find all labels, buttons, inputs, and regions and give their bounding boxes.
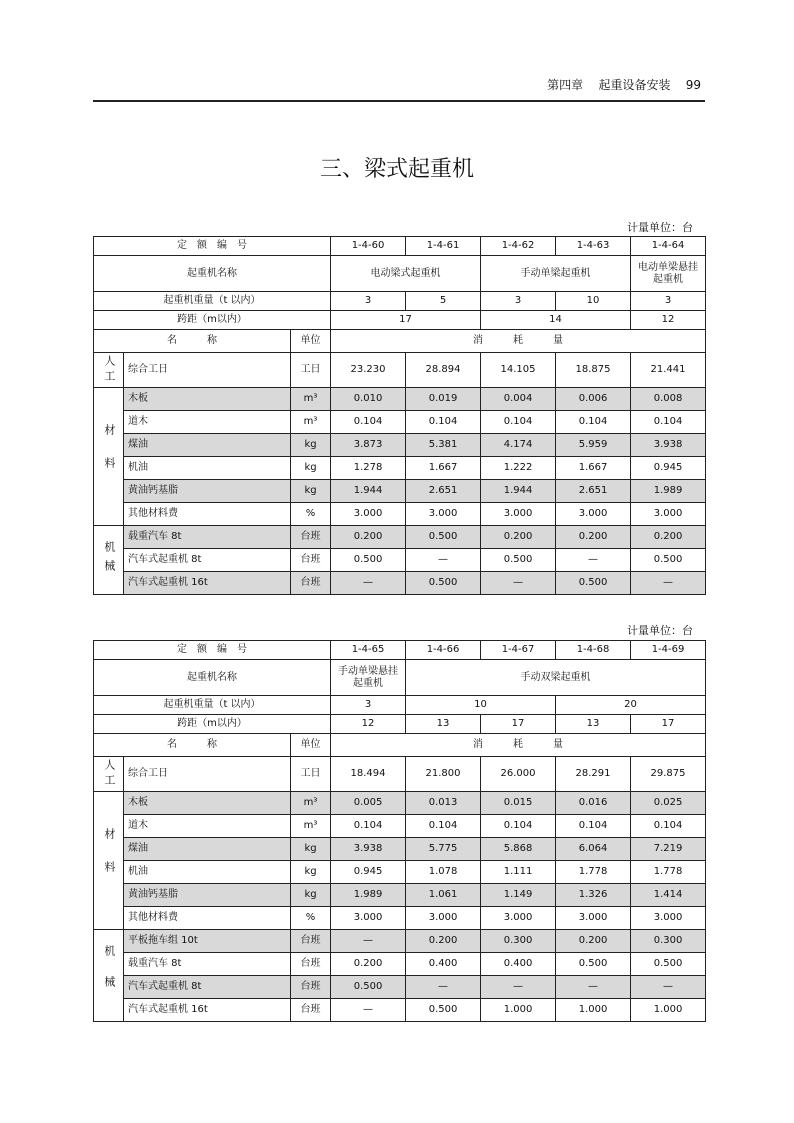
value-cell: 1.111 xyxy=(481,861,556,884)
item-name-header: 名 称 xyxy=(94,734,291,757)
item-unit: kg xyxy=(291,480,331,503)
code-cell: 1-4-68 xyxy=(556,641,631,660)
value-cell: 1.061 xyxy=(406,884,481,907)
span-cell: 17 xyxy=(481,715,556,734)
value-cell: 0.500 xyxy=(406,999,481,1022)
value-cell: 6.064 xyxy=(556,838,631,861)
item-unit: kg xyxy=(291,861,331,884)
category-labor: 人工 xyxy=(94,353,124,388)
value-cell: 1.222 xyxy=(481,457,556,480)
code-cell: 1-4-67 xyxy=(481,641,556,660)
value-cell: 4.174 xyxy=(481,434,556,457)
value-cell: 0.104 xyxy=(481,411,556,434)
item-unit: m³ xyxy=(291,792,331,815)
value-cell: 0.200 xyxy=(481,526,556,549)
value-cell: — xyxy=(556,976,631,999)
span-label: 跨距（m以内） xyxy=(94,715,331,734)
value-cell: 1.000 xyxy=(556,999,631,1022)
code-cell: 1-4-62 xyxy=(481,237,556,256)
value-cell: 3.000 xyxy=(556,503,631,526)
weight-cell: 5 xyxy=(406,292,481,311)
value-cell: 14.105 xyxy=(481,353,556,388)
value-cell: 0.500 xyxy=(331,976,406,999)
item-name: 木板 xyxy=(124,388,291,411)
value-cell: 3.000 xyxy=(631,907,706,930)
value-cell: 1.778 xyxy=(631,861,706,884)
category-machinery: 机械 xyxy=(94,526,124,595)
value-cell: 0.016 xyxy=(556,792,631,815)
value-cell: — xyxy=(331,999,406,1022)
value-cell: — xyxy=(406,976,481,999)
value-cell: 0.104 xyxy=(631,815,706,838)
value-cell: 0.006 xyxy=(556,388,631,411)
weight-cell: 3 xyxy=(631,292,706,311)
item-name: 道木 xyxy=(124,411,291,434)
value-cell: 3.938 xyxy=(331,838,406,861)
weight-cell: 10 xyxy=(406,696,556,715)
consumption-header: 消 耗 量 xyxy=(331,330,706,353)
crane-name-label: 起重机名称 xyxy=(94,660,331,696)
value-cell: 0.200 xyxy=(406,930,481,953)
item-name: 机油 xyxy=(124,457,291,480)
item-unit: kg xyxy=(291,457,331,480)
item-name: 平板拖车组 10t xyxy=(124,930,291,953)
crane-name-cell: 手动单梁起重机 xyxy=(481,256,631,292)
value-cell: 1.989 xyxy=(331,884,406,907)
value-cell: 0.300 xyxy=(481,930,556,953)
value-cell: 3.000 xyxy=(331,503,406,526)
value-cell: 0.025 xyxy=(631,792,706,815)
item-unit: kg xyxy=(291,838,331,861)
category-machinery: 机械 xyxy=(94,930,124,1022)
item-name: 载重汽车 8t xyxy=(124,953,291,976)
item-unit: % xyxy=(291,907,331,930)
value-cell: 0.013 xyxy=(406,792,481,815)
value-cell: 0.400 xyxy=(406,953,481,976)
crane-name-cell: 手动单梁悬挂起重机 xyxy=(331,660,406,696)
item-unit: 台班 xyxy=(291,930,331,953)
crane-name-cell: 手动双梁起重机 xyxy=(406,660,706,696)
value-cell: 5.775 xyxy=(406,838,481,861)
value-cell: 5.959 xyxy=(556,434,631,457)
item-unit: m³ xyxy=(291,388,331,411)
code-cell: 1-4-61 xyxy=(406,237,481,256)
span-label: 跨距（m以内） xyxy=(94,311,331,330)
value-cell: 0.500 xyxy=(556,572,631,595)
weight-label: 起重机重量（t 以内） xyxy=(94,292,331,311)
value-cell: 0.104 xyxy=(331,815,406,838)
quota-table-2 xyxy=(93,640,706,1022)
value-cell: 1.778 xyxy=(556,861,631,884)
value-cell: 3.000 xyxy=(631,503,706,526)
value-cell: 3.000 xyxy=(481,907,556,930)
value-cell: 23.230 xyxy=(331,353,406,388)
item-name: 煤油 xyxy=(124,434,291,457)
value-cell: 0.500 xyxy=(331,549,406,572)
value-cell: 0.008 xyxy=(631,388,706,411)
value-cell: 0.104 xyxy=(481,815,556,838)
weight-cell: 3 xyxy=(331,696,406,715)
value-cell: 0.104 xyxy=(406,411,481,434)
crane-name-cell: 电动单梁悬挂起重机 xyxy=(631,256,706,292)
item-name: 综合工日 xyxy=(124,353,291,388)
value-cell: 1.078 xyxy=(406,861,481,884)
value-cell: 3.000 xyxy=(406,503,481,526)
span-cell: 14 xyxy=(481,311,631,330)
code-label: 定 额 编 号 xyxy=(94,237,331,256)
item-unit: 台班 xyxy=(291,526,331,549)
value-cell: 26.000 xyxy=(481,757,556,792)
consumption-header: 消 耗 量 xyxy=(331,734,706,757)
category-labor: 人工 xyxy=(94,757,124,792)
quota-table-1 xyxy=(93,236,706,595)
value-cell: 5.868 xyxy=(481,838,556,861)
value-cell: 18.875 xyxy=(556,353,631,388)
value-cell: 0.945 xyxy=(331,861,406,884)
value-cell: 18.494 xyxy=(331,757,406,792)
value-cell: 0.500 xyxy=(556,953,631,976)
value-cell: 2.651 xyxy=(556,480,631,503)
code-cell: 1-4-66 xyxy=(406,641,481,660)
code-cell: 1-4-64 xyxy=(631,237,706,256)
unit-header: 单位 xyxy=(291,330,331,353)
materials-group-2 xyxy=(94,792,706,930)
span-cell: 17 xyxy=(331,311,481,330)
value-cell: 0.104 xyxy=(556,411,631,434)
item-name: 综合工日 xyxy=(124,757,291,792)
span-cell: 13 xyxy=(556,715,631,734)
item-name: 载重汽车 8t xyxy=(124,526,291,549)
value-cell: 28.291 xyxy=(556,757,631,792)
header-text: 第四章 起重设备安装 99 xyxy=(547,78,701,92)
value-cell: 0.945 xyxy=(631,457,706,480)
item-name: 汽车式起重机 8t xyxy=(124,549,291,572)
item-unit: m³ xyxy=(291,815,331,838)
item-name: 机油 xyxy=(124,861,291,884)
value-cell: — xyxy=(331,930,406,953)
span-cell: 12 xyxy=(631,311,706,330)
item-unit: 台班 xyxy=(291,572,331,595)
value-cell: 21.800 xyxy=(406,757,481,792)
category-material: 材料 xyxy=(94,792,124,930)
value-cell: 0.500 xyxy=(406,526,481,549)
code-cell: 1-4-60 xyxy=(331,237,406,256)
value-cell: 28.894 xyxy=(406,353,481,388)
value-cell: 0.104 xyxy=(331,411,406,434)
item-name: 汽车式起重机 16t xyxy=(124,999,291,1022)
value-cell: 3.938 xyxy=(631,434,706,457)
value-cell: 1.414 xyxy=(631,884,706,907)
item-name: 其他材料费 xyxy=(124,907,291,930)
item-name-header: 名 称 xyxy=(94,330,291,353)
value-cell: — xyxy=(631,572,706,595)
value-cell: 3.000 xyxy=(406,907,481,930)
value-cell: 5.381 xyxy=(406,434,481,457)
item-unit: 工日 xyxy=(291,757,331,792)
value-cell: 1.326 xyxy=(556,884,631,907)
value-cell: 1.944 xyxy=(481,480,556,503)
span-cell: 13 xyxy=(406,715,481,734)
machinery-group-1 xyxy=(94,526,706,595)
value-cell: 0.104 xyxy=(631,411,706,434)
item-unit: kg xyxy=(291,884,331,907)
value-cell: 1.278 xyxy=(331,457,406,480)
value-cell: 1.989 xyxy=(631,480,706,503)
value-cell: — xyxy=(406,549,481,572)
crane-name-label: 起重机名称 xyxy=(94,256,331,292)
value-cell: 0.200 xyxy=(331,953,406,976)
item-name: 道木 xyxy=(124,815,291,838)
machinery-group-2 xyxy=(94,930,706,1022)
value-cell: — xyxy=(481,976,556,999)
value-cell: 3.000 xyxy=(481,503,556,526)
value-cell: 2.651 xyxy=(406,480,481,503)
item-unit: 台班 xyxy=(291,549,331,572)
value-cell: 0.005 xyxy=(331,792,406,815)
item-unit: kg xyxy=(291,434,331,457)
span-cell: 17 xyxy=(631,715,706,734)
value-cell: 0.104 xyxy=(406,815,481,838)
value-cell: — xyxy=(556,549,631,572)
value-cell: 21.441 xyxy=(631,353,706,388)
item-name: 黄油钙基脂 xyxy=(124,884,291,907)
item-unit: 台班 xyxy=(291,976,331,999)
value-cell: 0.200 xyxy=(556,930,631,953)
item-name: 木板 xyxy=(124,792,291,815)
value-cell: 0.104 xyxy=(556,815,631,838)
item-unit: 台班 xyxy=(291,953,331,976)
span-cell: 12 xyxy=(331,715,406,734)
value-cell: 0.300 xyxy=(631,930,706,953)
value-cell: 0.400 xyxy=(481,953,556,976)
value-cell: — xyxy=(331,572,406,595)
value-cell: 0.010 xyxy=(331,388,406,411)
value-cell: 3.000 xyxy=(556,907,631,930)
value-cell: 0.500 xyxy=(631,549,706,572)
weight-label: 起重机重量（t 以内） xyxy=(94,696,331,715)
page-title: 三、梁式起重机 xyxy=(319,157,474,182)
weight-cell: 3 xyxy=(331,292,406,311)
category-material: 材料 xyxy=(94,388,124,526)
value-cell: 7.219 xyxy=(631,838,706,861)
item-unit: % xyxy=(291,503,331,526)
unit-header: 单位 xyxy=(291,734,331,757)
value-cell: — xyxy=(631,976,706,999)
value-cell: 1.667 xyxy=(406,457,481,480)
value-cell: 3.873 xyxy=(331,434,406,457)
code-cell: 1-4-63 xyxy=(556,237,631,256)
value-cell: 0.200 xyxy=(331,526,406,549)
value-cell: 0.500 xyxy=(481,549,556,572)
value-cell: 1.667 xyxy=(556,457,631,480)
value-cell: 0.004 xyxy=(481,388,556,411)
item-name: 黄油钙基脂 xyxy=(124,480,291,503)
value-cell: 1.000 xyxy=(631,999,706,1022)
value-cell: 0.015 xyxy=(481,792,556,815)
item-unit: 台班 xyxy=(291,999,331,1022)
unit-label-1: 计量单位：台 xyxy=(627,221,693,234)
item-name: 汽车式起重机 8t xyxy=(124,976,291,999)
item-name: 其他材料费 xyxy=(124,503,291,526)
weight-cell: 20 xyxy=(556,696,706,715)
value-cell: — xyxy=(481,572,556,595)
item-unit: m³ xyxy=(291,411,331,434)
code-cell: 1-4-65 xyxy=(331,641,406,660)
weight-cell: 10 xyxy=(556,292,631,311)
value-cell: 0.200 xyxy=(631,526,706,549)
code-cell: 1-4-69 xyxy=(631,641,706,660)
item-unit: 工日 xyxy=(291,353,331,388)
value-cell: 0.200 xyxy=(556,526,631,549)
value-cell: 1.149 xyxy=(481,884,556,907)
materials-group-1 xyxy=(94,388,706,526)
unit-label-2: 计量单位：台 xyxy=(627,624,693,637)
item-name: 汽车式起重机 16t xyxy=(124,572,291,595)
value-cell: 0.500 xyxy=(631,953,706,976)
value-cell: 3.000 xyxy=(331,907,406,930)
weight-cell: 3 xyxy=(481,292,556,311)
page-header xyxy=(93,76,705,102)
item-name: 煤油 xyxy=(124,838,291,861)
crane-name-cell: 电动梁式起重机 xyxy=(331,256,481,292)
value-cell: 0.019 xyxy=(406,388,481,411)
value-cell: 0.500 xyxy=(406,572,481,595)
value-cell: 1.944 xyxy=(331,480,406,503)
value-cell: 1.000 xyxy=(481,999,556,1022)
code-label: 定 额 编 号 xyxy=(94,641,331,660)
value-cell: 29.875 xyxy=(631,757,706,792)
